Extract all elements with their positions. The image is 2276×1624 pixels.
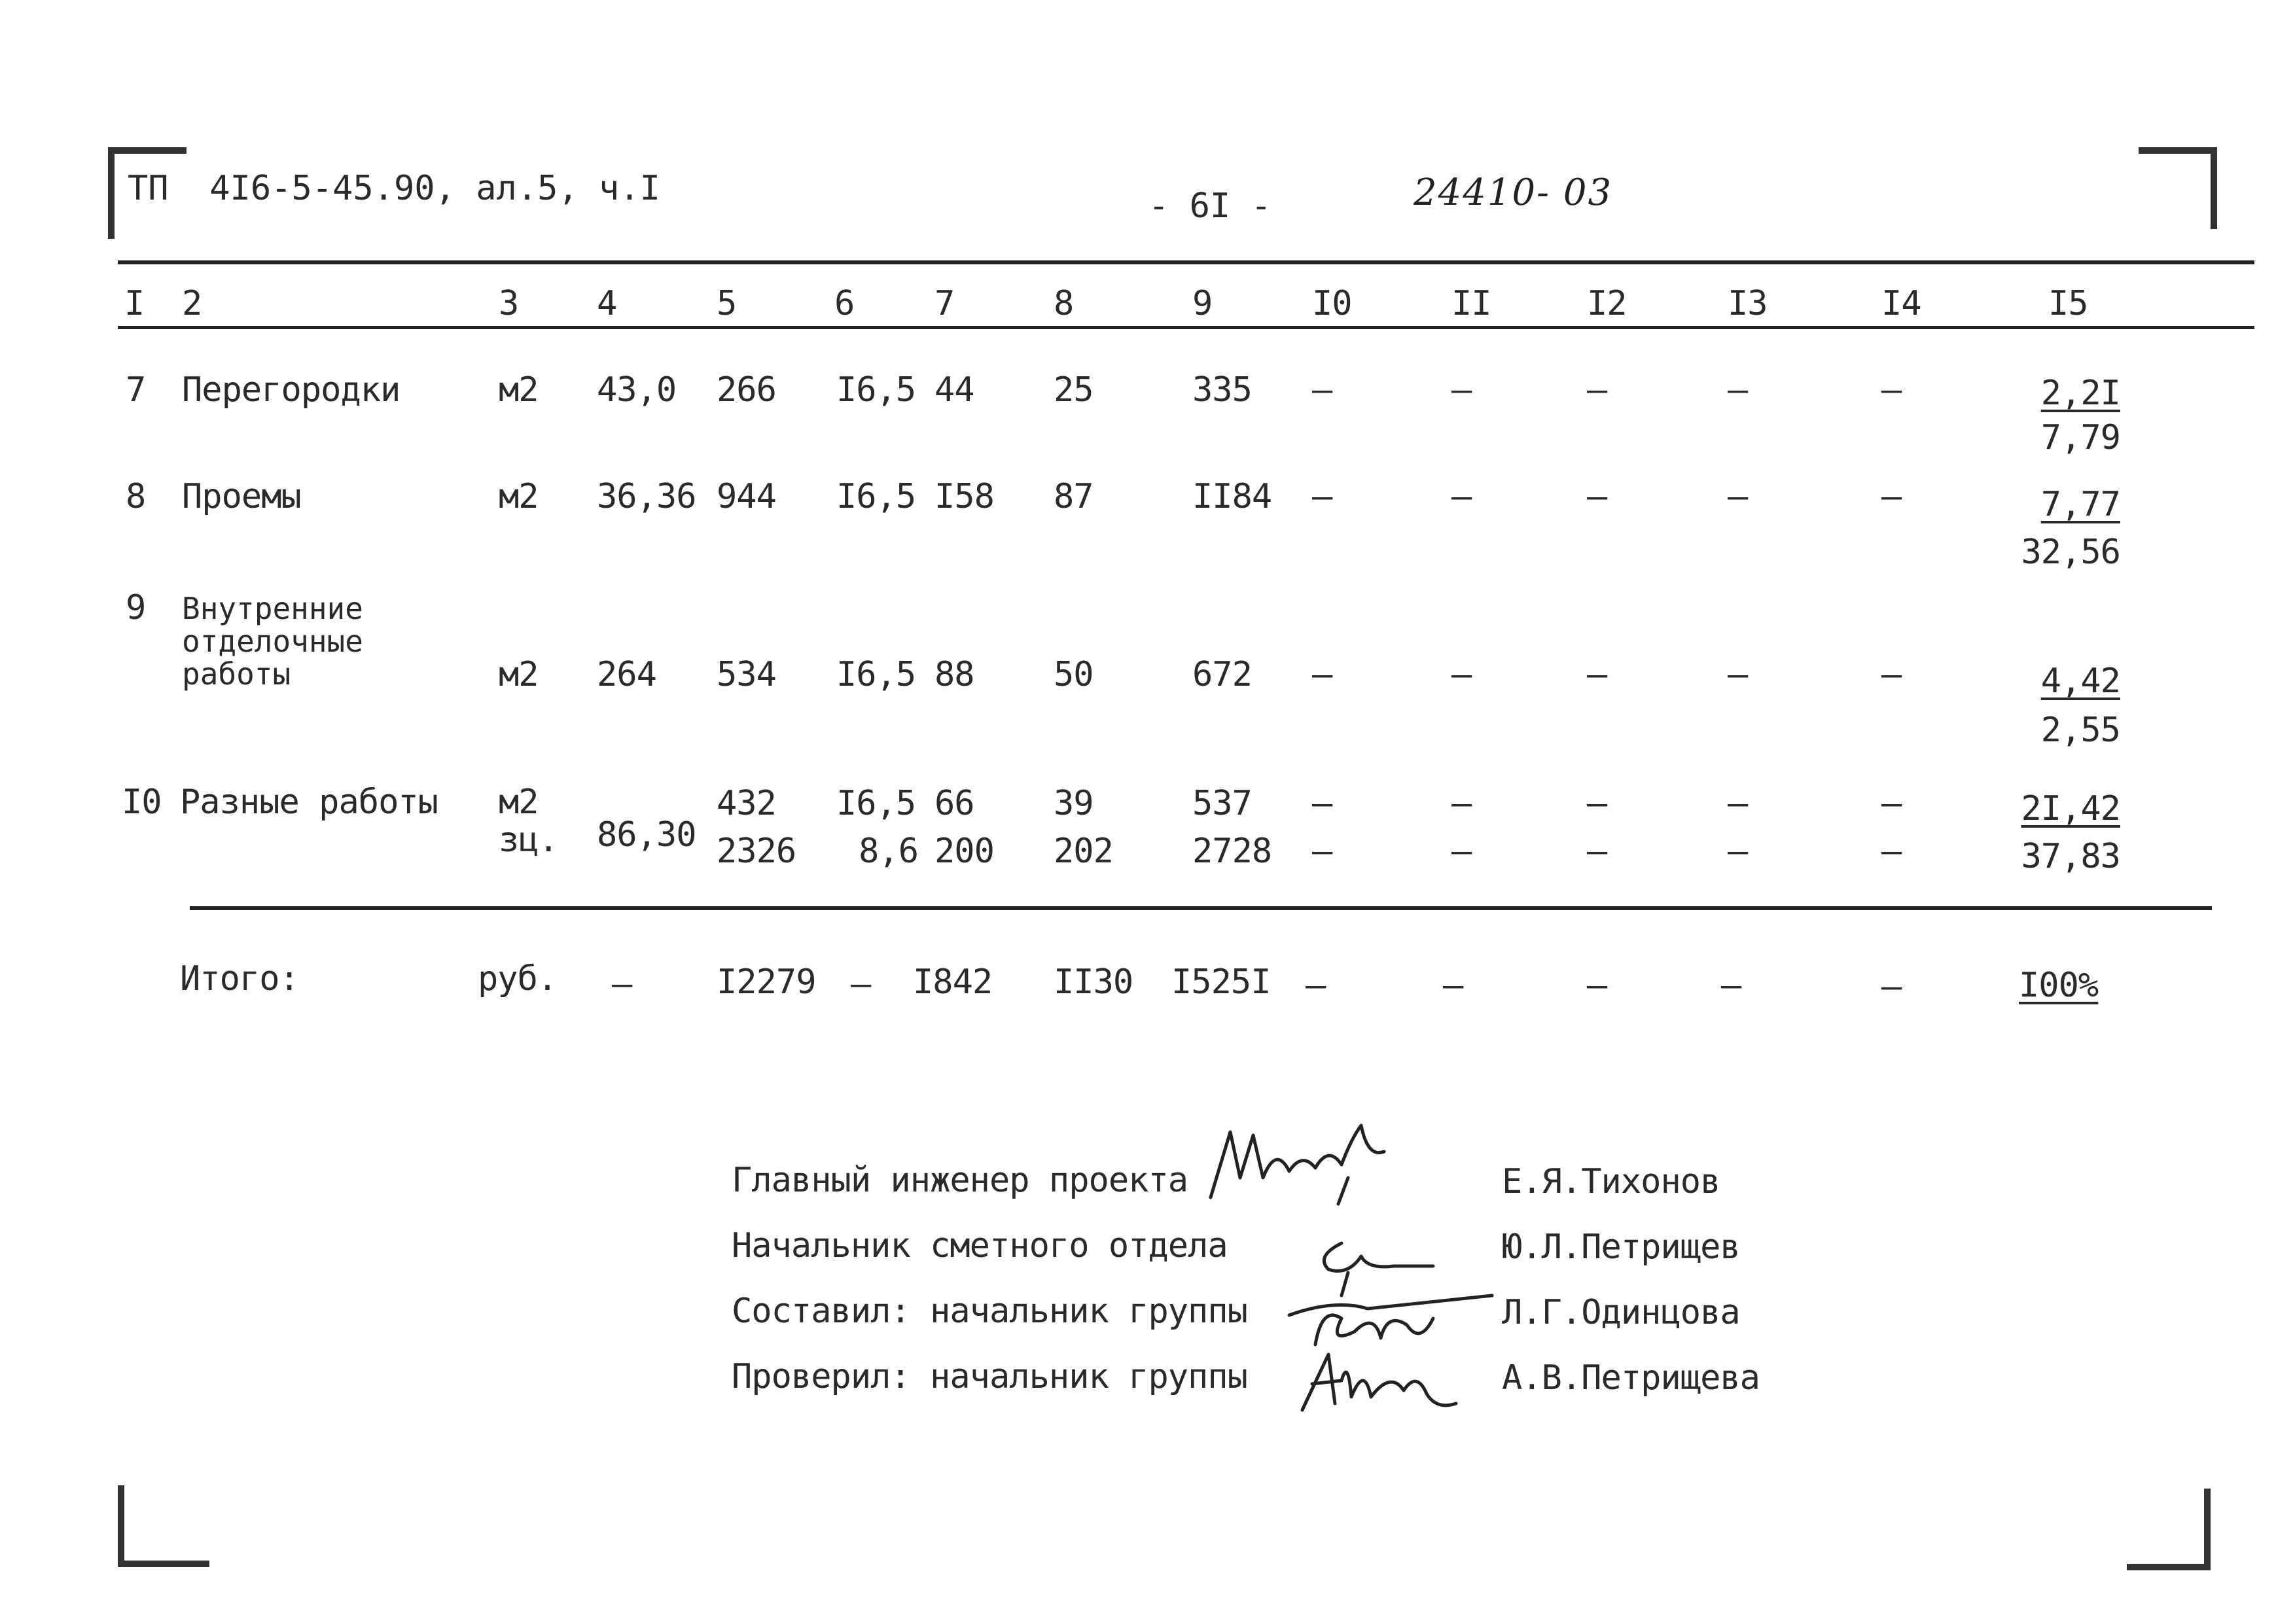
signature-role: Начальник сметного отдела	[732, 1226, 1228, 1265]
row-number: 9	[126, 588, 146, 627]
share-top: 2,2I	[2040, 374, 2120, 413]
col-header: I4	[1881, 284, 1921, 323]
cell: 25	[1054, 370, 1094, 410]
signature-role: Составил: начальник группы	[732, 1292, 1247, 1331]
cell: 202	[1054, 832, 1113, 871]
corner-bottom-right	[2127, 1489, 2211, 1570]
total-label: Итого:	[180, 959, 299, 998]
cell: 36,36	[597, 477, 696, 516]
cell: 44	[934, 370, 974, 410]
cell: 335	[1192, 370, 1252, 410]
corner-bottom-left	[118, 1485, 209, 1567]
cell: 944	[717, 477, 776, 516]
cell: 66	[934, 784, 974, 823]
col-header: 4	[597, 284, 617, 323]
row-number: 8	[126, 477, 146, 516]
share-top: 4,42	[2040, 662, 2120, 701]
cell: 537	[1192, 784, 1252, 823]
share-bottom: 32,56	[2021, 533, 2120, 572]
row-unit: м2	[499, 655, 539, 694]
header-bottom-rule	[118, 326, 2254, 329]
cell: I6,5	[836, 655, 916, 694]
cell: –	[1587, 655, 1607, 694]
col-header: 9	[1192, 284, 1213, 323]
row-name: Проемы	[182, 477, 301, 516]
signature-name: А.В.Петрищева	[1502, 1358, 1760, 1398]
share-top: 7,77	[2040, 485, 2120, 524]
cell: –	[1728, 477, 1748, 516]
row-name: Внутренние отделочные работы	[182, 591, 363, 692]
cell: –	[1587, 477, 1607, 516]
col-header: I	[124, 284, 145, 323]
cell: 50	[1054, 655, 1094, 694]
cell: –	[1728, 784, 1748, 823]
signature-name: Ю.Л.Петрищев	[1502, 1227, 1740, 1267]
col-header: I0	[1312, 284, 1352, 323]
cell: –	[1881, 784, 1902, 823]
col-header: 2	[182, 284, 202, 323]
cell: 43,0	[597, 370, 677, 410]
cell: I6,5	[836, 370, 916, 410]
row-name: Разные работы	[180, 783, 438, 822]
handwritten-signature	[1292, 1345, 1463, 1417]
cell: –	[1587, 832, 1607, 871]
row-unit: м2	[499, 783, 539, 822]
cell: –	[1587, 370, 1607, 410]
cell: I525I	[1171, 962, 1271, 1002]
col-header: 8	[1054, 284, 1074, 323]
cell: –	[1587, 966, 1607, 1005]
cell: –	[1881, 967, 1902, 1006]
row-number: I0	[122, 783, 162, 822]
col-header: 5	[717, 284, 737, 323]
cell: –	[1306, 966, 1326, 1005]
cell: –	[1312, 784, 1332, 823]
signature-name: Е.Я.Тихонов	[1502, 1162, 1720, 1201]
cell: 8,6	[859, 832, 918, 871]
signature-role: Проверил: начальник группы	[732, 1357, 1247, 1396]
cell: –	[1451, 784, 1472, 823]
cell: –	[1451, 477, 1472, 516]
cell: –	[1587, 784, 1607, 823]
cell: –	[1728, 832, 1748, 871]
cell: 2728	[1192, 832, 1272, 871]
cell: 39	[1054, 784, 1094, 823]
cell: –	[1443, 966, 1463, 1005]
cell: –	[1312, 477, 1332, 516]
row-unit: м2	[499, 477, 539, 516]
cell: –	[612, 964, 632, 1004]
cell: –	[1728, 370, 1748, 410]
cell: I2279	[717, 962, 816, 1002]
col-header: 6	[834, 284, 855, 323]
row-unit: м2	[499, 370, 539, 410]
share-bottom: 2,55	[2040, 711, 2120, 750]
cell: –	[1312, 832, 1332, 871]
cell: –	[1881, 477, 1902, 516]
cell: 534	[717, 655, 776, 694]
cell: –	[1881, 655, 1902, 694]
cell: –	[1312, 655, 1332, 694]
row-name: Перегородки	[182, 370, 400, 410]
cell: 2326	[717, 832, 796, 871]
col-header: I2	[1587, 284, 1627, 323]
col-header: I5	[2048, 284, 2088, 323]
cell: –	[1728, 655, 1748, 694]
share-top: 2I,42	[2021, 789, 2120, 828]
cell: II84	[1192, 477, 1272, 516]
signature-name: Л.Г.Одинцова	[1502, 1293, 1740, 1332]
col-header: 3	[499, 284, 519, 323]
cell: 88	[934, 655, 974, 694]
col-header: 7	[934, 284, 955, 323]
cell: 672	[1192, 655, 1252, 694]
page-number: - 6I -	[1148, 186, 1271, 226]
cell: 86,30	[597, 815, 696, 855]
row-number: 7	[126, 370, 146, 410]
share-bottom: 37,83	[2021, 837, 2120, 876]
handwritten-code: 24410- 03	[1414, 171, 1613, 214]
cell: –	[851, 964, 871, 1004]
cell: 266	[717, 370, 776, 410]
col-header: II	[1451, 284, 1491, 323]
corner-top-right	[2139, 147, 2217, 229]
cell: 264	[597, 655, 656, 694]
total-unit: руб.	[478, 959, 558, 998]
total-share: I00%	[2019, 966, 2099, 1005]
cell: I842	[913, 962, 993, 1002]
total-rule	[190, 906, 2212, 910]
col-header: I3	[1728, 284, 1768, 323]
cell: 87	[1054, 477, 1094, 516]
cell: I6,5	[836, 784, 916, 823]
cell: –	[1721, 966, 1741, 1005]
cell: –	[1451, 655, 1472, 694]
cell: 432	[717, 784, 776, 823]
handwritten-signature	[1204, 1106, 1420, 1210]
cell: –	[1451, 832, 1472, 871]
cell: 200	[934, 832, 994, 871]
cell: –	[1451, 370, 1472, 410]
cell: –	[1312, 370, 1332, 410]
cell: I58	[934, 477, 994, 516]
row-unit: зц.	[499, 821, 558, 860]
share-bottom: 7,79	[2040, 418, 2120, 457]
document-code: ТП 4I6-5-45.90, ал.5, ч.I	[128, 169, 660, 208]
cell: –	[1881, 832, 1902, 871]
table-top-rule	[118, 260, 2254, 264]
cell: II30	[1054, 962, 1133, 1002]
signature-role: Главный инженер проекта	[732, 1161, 1188, 1200]
cell: –	[1881, 370, 1902, 410]
cell: I6,5	[836, 477, 916, 516]
